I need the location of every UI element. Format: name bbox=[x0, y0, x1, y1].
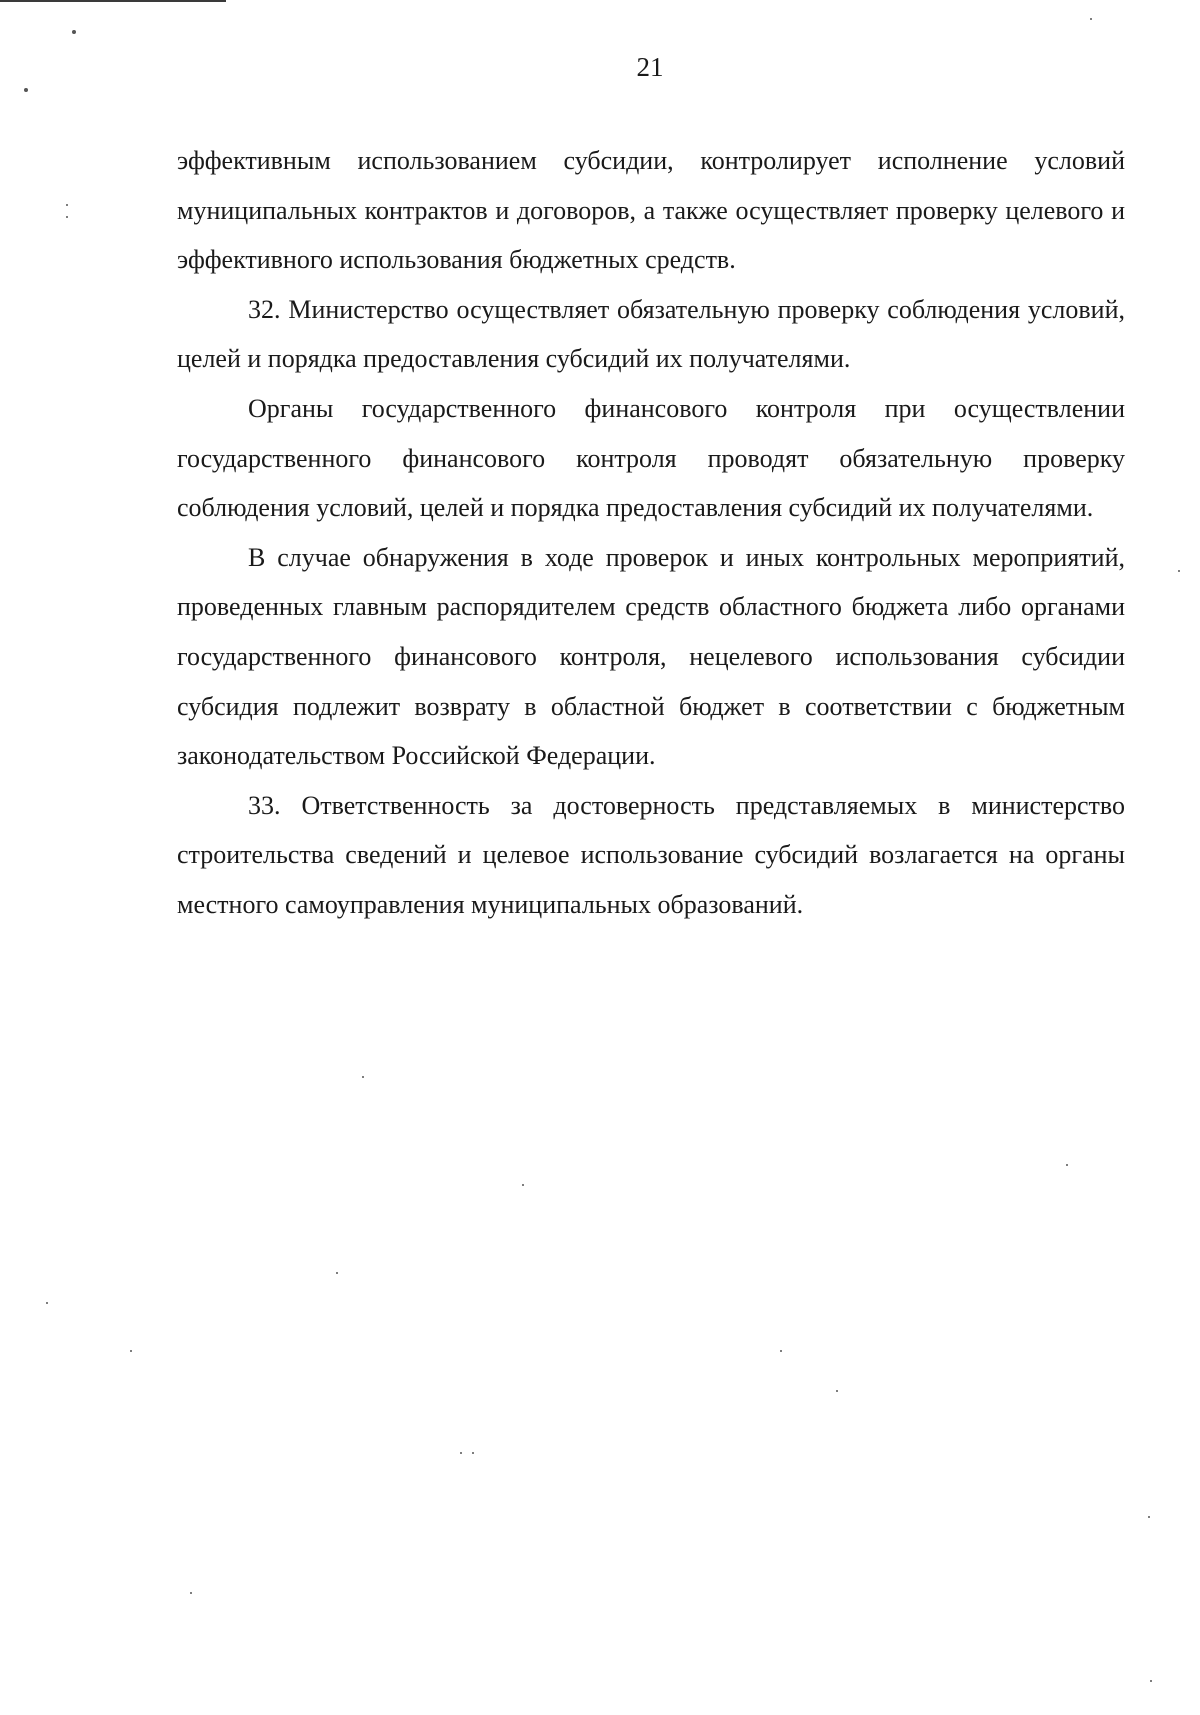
scan-speck bbox=[66, 216, 68, 218]
scan-speck bbox=[460, 1452, 462, 1454]
paragraph-continuation: эффективным использованием субсидии, контролирует исполнение условий муниципальных контрактов и договоров, а также осуществляет проверку целевого и эффективного использования бюджетных средств. bbox=[177, 146, 1125, 275]
scan-speck bbox=[190, 1592, 192, 1594]
scan-speck bbox=[1066, 1164, 1068, 1166]
scan-edge-rule bbox=[0, 0, 226, 2]
body-text bbox=[177, 136, 1125, 930]
paragraph-misuse-return: В случае обнаружения в ходе проверок и иных контрольных мероприятий, проведенных главным распорядителем средств областного бюджета либо органами государственного финансового контроля, нецелевого использования субсидии субсидия подлежит возврату в областной бюджет в соответствии с бюджетным законодательством Российской Федерации. bbox=[177, 542, 1125, 771]
scan-speck bbox=[1150, 1680, 1152, 1682]
scan-speck bbox=[72, 30, 76, 34]
scan-speck bbox=[66, 204, 68, 206]
scan-speck bbox=[472, 1452, 474, 1454]
paragraph-item-33: 33. Ответственность за достоверность представляемых в министерство строительства сведений и целевое использование субсидий возлагается на органы местного самоуправления муниципальных образований. bbox=[177, 790, 1125, 919]
scan-speck bbox=[130, 1350, 132, 1352]
scan-speck bbox=[1178, 570, 1180, 572]
scan-speck bbox=[836, 1390, 838, 1392]
scan-speck bbox=[522, 1184, 524, 1186]
scan-speck bbox=[24, 88, 28, 92]
paragraph-financial-control: Органы государственного финансового контроля при осуществлении государственного финансового контроля проводят обязательную проверку соблюдения условий, целей и порядка предоставления субсидий их получателями. bbox=[177, 393, 1125, 523]
paragraph-item-32: 32. Министерство осуществляет обязательную проверку соблюдения условий, целей и порядка предоставления субсидий их получателями. bbox=[177, 294, 1125, 374]
page-number: 21 bbox=[636, 52, 664, 82]
scan-speck bbox=[46, 1302, 48, 1304]
scan-speck bbox=[362, 1076, 364, 1078]
scan-speck bbox=[1090, 18, 1092, 20]
scan-speck bbox=[780, 1350, 782, 1352]
scan-speck bbox=[336, 1272, 338, 1274]
scan-speck bbox=[1148, 1516, 1150, 1518]
